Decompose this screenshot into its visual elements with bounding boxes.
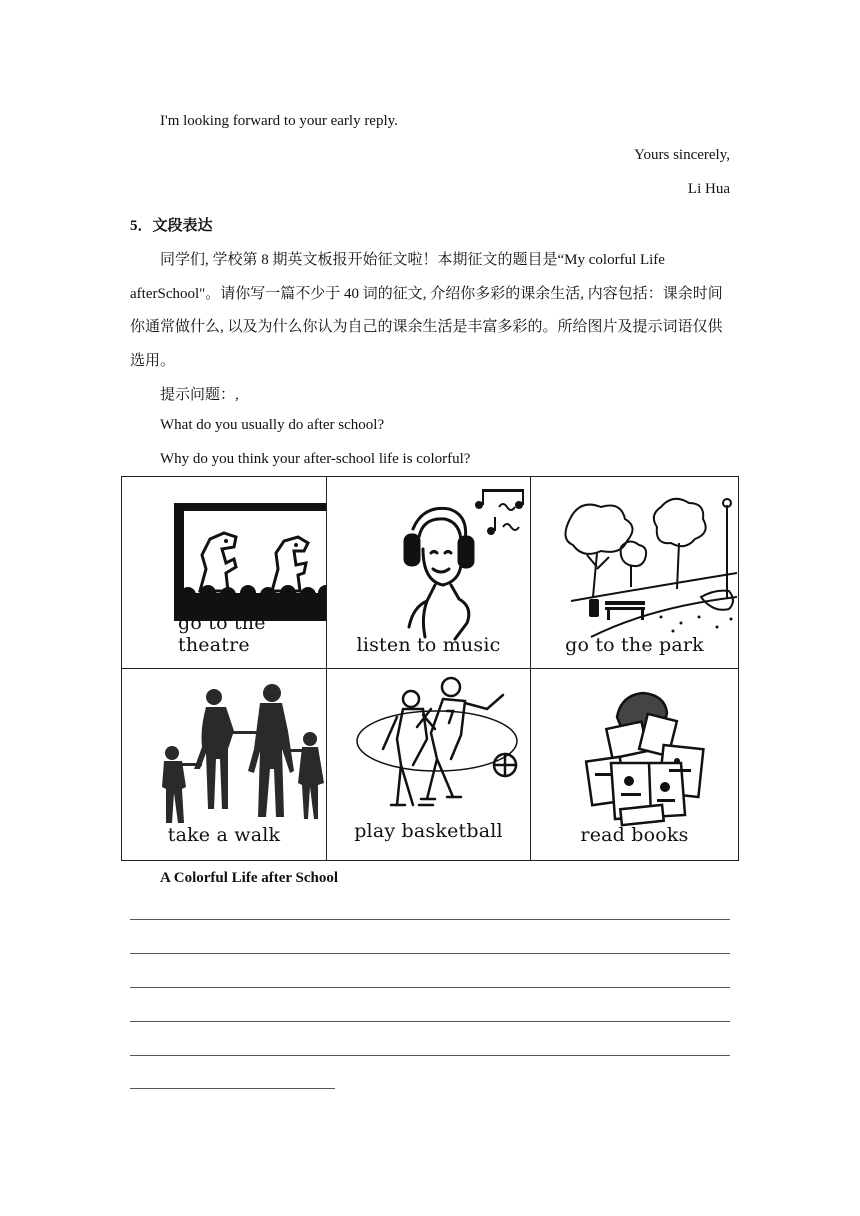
writing-line[interactable] (130, 1021, 730, 1022)
picture-cell (327, 669, 531, 860)
picture-caption: listen to music (356, 634, 501, 656)
letter-closing-line: I'm looking forward to your early reply. (160, 113, 398, 129)
writing-line[interactable] (130, 919, 730, 920)
hint-question: Why do you think your after-school life is colorful? (160, 451, 471, 467)
picture-cell (122, 669, 327, 860)
picture-caption: go to the theatre (178, 612, 266, 656)
hint-label: 提示问题：, (160, 387, 239, 403)
writing-line[interactable] (130, 1055, 730, 1056)
task-prompt-line1: 同学们, 学校第 8 期英文板报开始征文啦！本期征文的题目是“My colorful Life (160, 252, 665, 268)
writing-line[interactable] (130, 953, 730, 954)
task-prompt-line2: afterSchool"。请你写一篇不少于 40 词的征文, 介绍你多彩的课余生活, 内容包括：课余时间 (130, 286, 723, 302)
picture-cell (531, 477, 738, 669)
essay-title: A Colorful Life after School (160, 870, 339, 886)
picture-caption: read books (580, 824, 689, 846)
letter-signature: Li Hua (687, 181, 730, 197)
hint-question: What do you usually do after school? (160, 417, 385, 433)
writing-line[interactable] (130, 987, 730, 988)
picture-caption: play basketball (354, 820, 503, 842)
letter-sign-off: Yours sincerely, (634, 147, 730, 163)
picture-cell (122, 477, 327, 669)
picture-caption: go to the park (565, 634, 704, 656)
picture-cell (327, 477, 531, 669)
picture-cell (531, 669, 738, 860)
picture-caption: take a walk (167, 824, 281, 846)
task-heading: 5．文段表达 (130, 218, 213, 234)
writing-line[interactable] (130, 1088, 335, 1089)
task-prompt-line3: 你通常做什么, 以及为什么你认为自己的课余生活是丰富多彩的。所给图片及提示词语仅供 (130, 319, 723, 335)
picture-grid (121, 476, 739, 861)
task-prompt-line4: 选用。 (130, 353, 176, 369)
